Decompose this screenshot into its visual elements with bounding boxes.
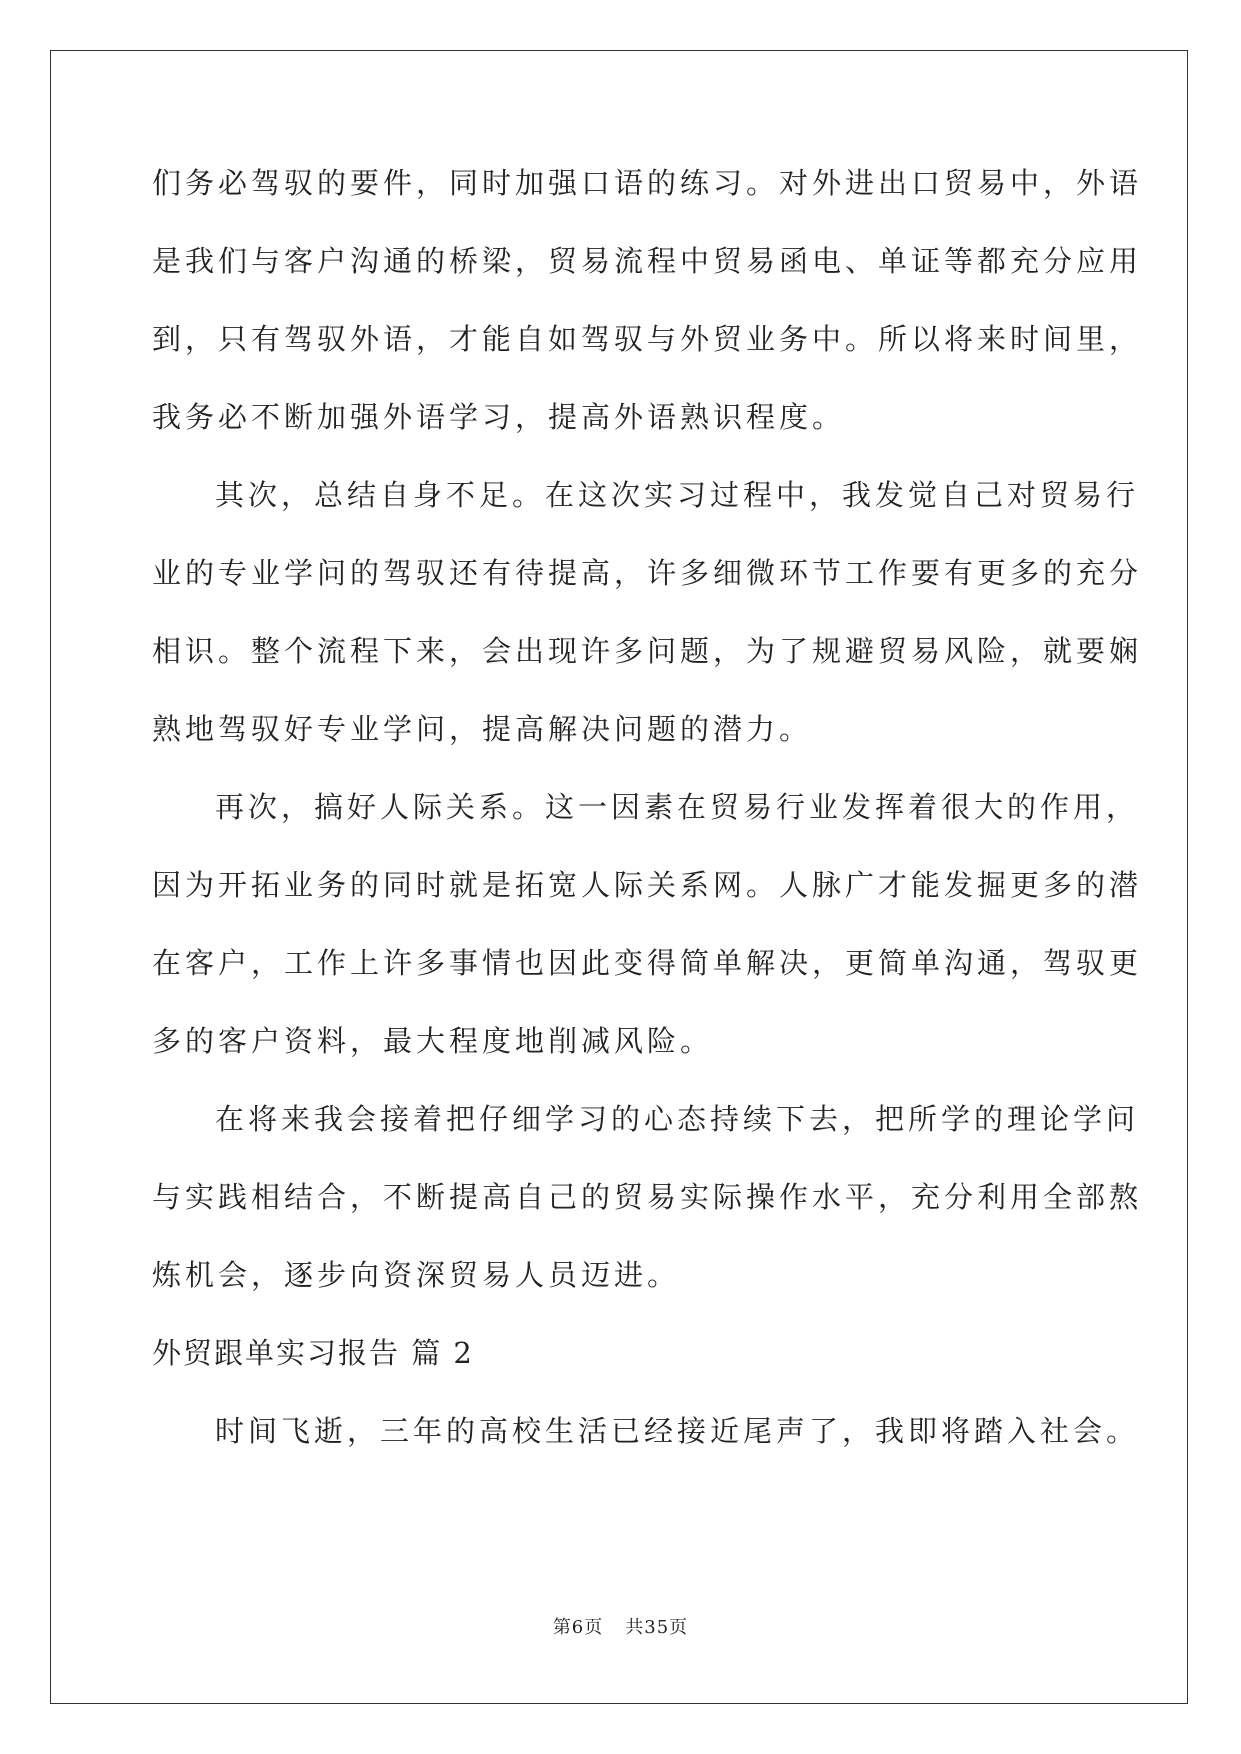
paragraph-start-line: 时间飞逝，三年的高校生活已经接近尾声了，我即将踏入社会。	[215, 1414, 1140, 1448]
page-total: 共35页	[625, 1617, 689, 1638]
text-line: 是我们与客户沟通的桥梁，贸易流程中贸易函电、单证等都充分应用	[152, 244, 1143, 278]
text-line: 炼机会，逐步向资深贸易人员迈进。	[152, 1258, 681, 1292]
paragraph-start-line: 在将来我会接着把仔细学习的心态持续下去，把所学的理论学问	[215, 1102, 1140, 1136]
paragraph-start-line: 再次，搞好人际关系。这一因素在贸易行业发挥着很大的作用，	[215, 790, 1140, 824]
text-line: 相识。整个流程下来，会出现许多问题，为了规避贸易风险，就要娴	[152, 634, 1143, 668]
text-line: 到，只有驾驭外语，才能自如驾驭与外贸业务中。所以将来时间里，	[152, 322, 1143, 356]
page-footer	[0, 1616, 1241, 1640]
text-line: 熟地驾驭好专业学问，提高解决问题的潜力。	[152, 712, 813, 746]
section-heading: 外贸跟单实习报告 篇 2	[152, 1336, 474, 1370]
text-line: 在客户，工作上许多事情也因此变得简单解决，更简单沟通，驾驭更	[152, 946, 1143, 980]
text-line: 因为开拓业务的同时就是拓宽人际关系网。人脉广才能发掘更多的潜	[152, 868, 1143, 902]
page-number: 第6页	[552, 1617, 604, 1638]
text-line: 业的专业学问的驾驭还有待提高，许多细微环节工作要有更多的充分	[152, 556, 1143, 590]
text-line: 们务必驾驭的要件，同时加强口语的练习。对外进出口贸易中，外语	[152, 166, 1143, 200]
text-line: 我务必不断加强外语学习，提高外语熟识程度。	[152, 400, 846, 434]
paragraph-start-line: 其次，总结自身不足。在这次实习过程中，我发觉自己对贸易行	[215, 478, 1140, 512]
text-line: 与实践相结合，不断提高自己的贸易实际操作水平，充分利用全部熬	[152, 1180, 1143, 1214]
text-line: 多的客户资料，最大程度地削减风险。	[152, 1024, 714, 1058]
document-body	[152, 163, 1143, 1489]
